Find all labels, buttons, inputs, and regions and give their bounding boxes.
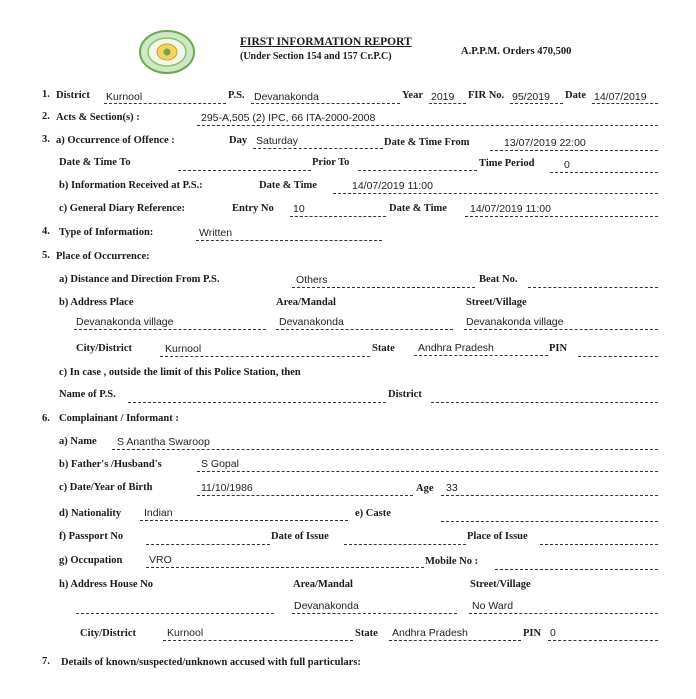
complainant-name-line bbox=[112, 449, 658, 450]
info-received-label: b) Information Received at P.S.: bbox=[59, 180, 203, 191]
passport-line bbox=[146, 544, 270, 545]
state-value: Andhra Pradesh bbox=[418, 342, 494, 354]
date-time-to-line bbox=[178, 170, 311, 171]
state-line bbox=[414, 355, 548, 356]
section-7-number: 7. bbox=[42, 656, 50, 667]
gd-date-time-label: Date & Time bbox=[389, 203, 447, 214]
dob-value: 11/10/1986 bbox=[201, 482, 253, 494]
time-period-label: Time Period bbox=[479, 158, 535, 169]
address-place-label: b) Address Place bbox=[59, 297, 134, 308]
occupation-line bbox=[146, 567, 424, 568]
orders-reference: A.P.P.M. Orders 470,500 bbox=[461, 46, 572, 57]
type-info-label: Type of Information: bbox=[59, 227, 154, 238]
date-value: 14/07/2019 bbox=[594, 91, 647, 103]
district-label: District bbox=[56, 90, 90, 101]
complainant-pin-label: PIN bbox=[523, 628, 542, 639]
section-3-number: 3. bbox=[42, 134, 50, 145]
outside-district-label: District bbox=[388, 389, 422, 400]
type-info-value: Written bbox=[199, 227, 233, 239]
complainant-state-label: State bbox=[355, 628, 378, 639]
dob-label: c) Date/Year of Birth bbox=[59, 482, 153, 493]
outside-limit-label: c) In case , outside the limit of this Police Station, then bbox=[59, 367, 301, 378]
date-time-from-label: Date & Time From bbox=[384, 137, 470, 148]
address-street-label: Street/Village bbox=[466, 297, 527, 308]
year-line bbox=[429, 103, 466, 104]
year-label: Year bbox=[402, 90, 423, 101]
complainant-city-line bbox=[163, 640, 353, 641]
document-title: FIRST INFORMATION REPORT bbox=[240, 36, 412, 48]
entry-no-label: Entry No bbox=[232, 203, 274, 214]
complainant-name-value: S Anantha Swaroop bbox=[117, 436, 210, 448]
place-value: Devanakonda village bbox=[76, 316, 174, 328]
acts-label: Acts & Section(s) : bbox=[56, 112, 140, 123]
day-label: Day bbox=[229, 135, 248, 146]
district-line bbox=[104, 103, 226, 104]
ps-label: P.S. bbox=[228, 90, 245, 101]
complainant-city-label: City/District bbox=[80, 628, 136, 639]
complainant-street-label: Street/Village bbox=[470, 579, 531, 590]
complainant-street-line bbox=[469, 613, 658, 614]
fir-line bbox=[510, 103, 563, 104]
place-line bbox=[74, 329, 266, 330]
issue-date-label: Date of Issue bbox=[271, 531, 329, 542]
section-4-number: 4. bbox=[42, 226, 50, 237]
date-time-from-value: 13/07/2019 22:00 bbox=[504, 137, 586, 149]
name-of-ps-line bbox=[128, 402, 386, 403]
complainant-pin-value: 0 bbox=[550, 627, 556, 639]
gd-reference-label: c) General Diary Reference: bbox=[59, 203, 186, 214]
district-value: Kurnool bbox=[106, 91, 143, 103]
gd-date-time-line bbox=[465, 216, 658, 217]
beat-no-line bbox=[528, 287, 658, 288]
nationality-label: d) Nationality bbox=[59, 508, 122, 519]
state-label: State bbox=[372, 343, 395, 354]
date-label: Date bbox=[565, 90, 586, 101]
complainant-pin-line bbox=[548, 640, 658, 641]
age-line bbox=[441, 495, 658, 496]
section-6-number: 6. bbox=[42, 413, 50, 424]
pin-label: PIN bbox=[549, 343, 568, 354]
age-label: Age bbox=[416, 483, 434, 494]
beat-no-label: Beat No. bbox=[479, 274, 518, 285]
info-received-dt-value: 14/07/2019 11:00 bbox=[352, 180, 433, 192]
info-received-dt-label: Date & Time bbox=[259, 180, 317, 191]
complainant-name-label: a) Name bbox=[59, 436, 97, 447]
type-info-line bbox=[196, 240, 382, 241]
outside-district-line bbox=[431, 402, 658, 403]
entry-no-value: 10 bbox=[293, 203, 305, 215]
issue-date-line bbox=[344, 544, 466, 545]
area-line bbox=[276, 329, 453, 330]
distance-direction-label: a) Distance and Direction From P.S. bbox=[59, 274, 220, 285]
mobile-line bbox=[495, 569, 658, 570]
acts-value: 295-A,505 (2) IPC, 66 ITA-2000-2008 bbox=[201, 112, 376, 124]
city-district-line bbox=[160, 356, 370, 357]
issue-place-label: Place of Issue bbox=[467, 531, 528, 542]
complainant-state-line bbox=[389, 640, 521, 641]
time-period-value: 0 bbox=[564, 159, 570, 171]
street-line bbox=[464, 329, 658, 330]
father-husband-label: b) Father's /Husband's bbox=[59, 459, 162, 470]
prior-to-label: Prior To bbox=[312, 157, 350, 168]
year-value: 2019 bbox=[431, 91, 455, 103]
distance-direction-line bbox=[292, 287, 475, 288]
ps-value: Devanakonda bbox=[254, 91, 319, 103]
city-district-label: City/District bbox=[76, 343, 132, 354]
info-received-line bbox=[333, 193, 658, 194]
occupation-label: g) Occupation bbox=[59, 555, 123, 566]
father-husband-value: S Gopal bbox=[201, 458, 239, 470]
mobile-label: Mobile No : bbox=[425, 556, 479, 567]
acts-line bbox=[197, 125, 658, 126]
name-of-ps-label: Name of P.S. bbox=[59, 389, 116, 400]
complainant-street-value: No Ward bbox=[472, 600, 514, 612]
passport-label: f) Passport No bbox=[59, 531, 124, 542]
distance-direction-value: Others bbox=[296, 274, 328, 286]
area-value: Devanakonda bbox=[279, 316, 344, 328]
day-line bbox=[253, 148, 383, 149]
house-no-line bbox=[76, 613, 274, 614]
date-time-to-label: Date & Time To bbox=[59, 157, 131, 168]
street-value: Devanakonda village bbox=[466, 316, 564, 328]
prior-to-line bbox=[358, 170, 477, 171]
date-time-from-line bbox=[490, 150, 658, 151]
fir-value: 95/2019 bbox=[512, 91, 550, 103]
complainant-label: Complainant / Informant : bbox=[59, 413, 179, 424]
pin-line bbox=[578, 356, 658, 357]
nationality-value: Indian bbox=[144, 507, 173, 519]
address-house-label: h) Address House No bbox=[59, 579, 154, 590]
caste-label: e) Caste bbox=[355, 508, 391, 519]
complainant-state-value: Andhra Pradesh bbox=[392, 627, 468, 639]
complainant-area-value: Devanakonda bbox=[294, 600, 359, 612]
section-5-number: 5. bbox=[42, 250, 50, 261]
address-area-label: Area/Mandal bbox=[276, 297, 336, 308]
accused-details-label: Details of known/suspected/unknown accused with full particulars: bbox=[61, 657, 361, 668]
city-district-value: Kurnool bbox=[165, 343, 202, 355]
document-subtitle: (Under Section 154 and 157 Cr.P.C) bbox=[240, 51, 392, 62]
occupation-value: VRO bbox=[149, 554, 172, 566]
place-occurrence-label: Place of Occurrence: bbox=[56, 251, 150, 262]
time-period-line bbox=[550, 172, 658, 173]
occurrence-label: a) Occurrence of Offence : bbox=[56, 135, 175, 146]
entry-no-line bbox=[290, 216, 386, 217]
nationality-line bbox=[140, 520, 348, 521]
age-value: 33 bbox=[446, 482, 458, 494]
date-line bbox=[592, 103, 658, 104]
emblem-logo bbox=[138, 30, 196, 76]
section-2-number: 2. bbox=[42, 111, 50, 122]
fir-label: FIR No. bbox=[468, 90, 505, 101]
complainant-area-label: Area/Mandal bbox=[293, 579, 353, 590]
gd-date-time-value: 14/07/2019 11:00 bbox=[470, 203, 551, 215]
father-husband-line bbox=[197, 471, 658, 472]
complainant-city-value: Kurnool bbox=[167, 627, 204, 639]
caste-line bbox=[441, 521, 658, 522]
complainant-area-line bbox=[292, 613, 457, 614]
issue-place-line bbox=[540, 544, 658, 545]
section-1-number: 1. bbox=[42, 89, 50, 100]
ps-line bbox=[251, 103, 400, 104]
dob-line bbox=[197, 495, 413, 496]
day-value: Saturday bbox=[256, 135, 299, 147]
